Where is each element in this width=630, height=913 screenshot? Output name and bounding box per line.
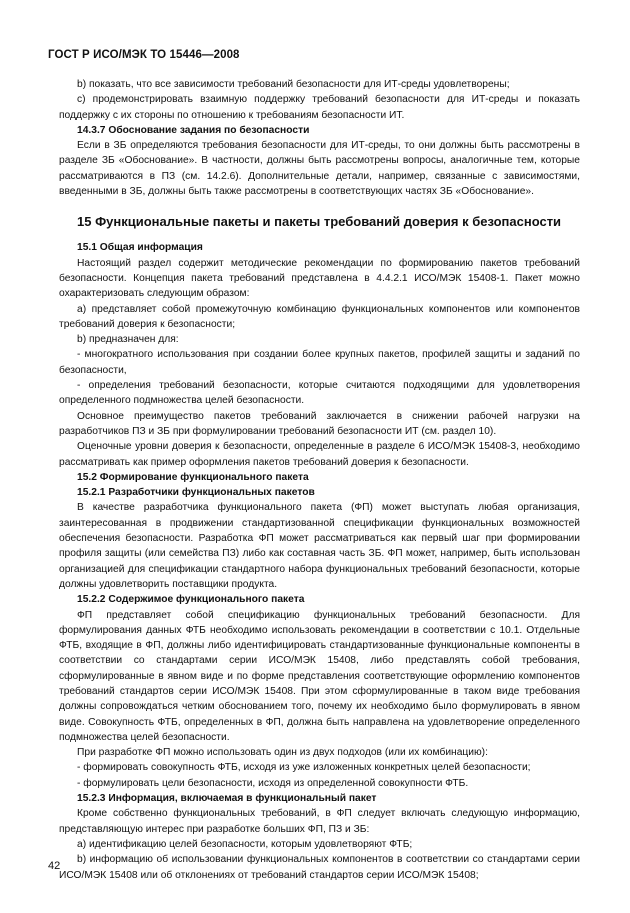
list-item: - многократного использования при создании более крупных пакетов, профилей защиты и заданий по безопасности, <box>59 349 580 376</box>
subsection-heading: 15.2.2 Содержимое функционального пакета <box>77 594 305 606</box>
page-body <box>59 77 580 883</box>
list-item: - определения требований безопасности, которые считаются подходящими для удовлетворения определенного подмножества целей безопасности. <box>59 380 580 407</box>
paragraph: Кроме собственно функциональных требований, в ФП следует включать следующую информацию, представляющую интерес при разработке больших ФП, ПЗ и ЗБ: <box>59 808 580 835</box>
subsection-heading: 15.2 Формирование функционального пакета <box>77 471 309 483</box>
list-item: - формулировать цели безопасности, исходя из определенной совокупности ФТБ. <box>77 777 469 789</box>
paragraph: Оценочные уровни доверия к безопасности, определенные в разделе 6 ИСО/МЭК 15408-3, необходимо рассматривать как пример оформления пакетов требований доверия к безопасности. <box>59 441 580 468</box>
list-item: b) предназначен для: <box>77 334 179 346</box>
list-item: a) идентификацию целей безопасности, которым удовлетворяют ФТБ; <box>77 838 413 850</box>
page-number: 42 <box>48 860 61 872</box>
paragraph: Если в ЗБ определяются требования безопасности для ИТ-среды, то они должны быть рассмотрены в разделе ЗБ «Обоснование». В частности, должны быть рассмотрены вопросы, аналогичные тем, которые рассматриваются в ПЗ (см. 14.2.6). Дополнительные детали, например, связанные с зависимостями, введенными в ЗБ, должны быть также рассмотрены в соответствующих частях ЗБ «Обоснование». <box>59 140 580 198</box>
paragraph: В качестве разработчика функционального пакета (ФП) может выступать любая организация, заинтересованная в продвижении стандартизованной спецификации функциональных возможностей обеспечения безопасности. Разработка ФП может рассматриваться как первый шаг при формировании профиля защиты (или семейства ПЗ) либо как составная часть ЗБ. ФП может, например, быть использован организацией для спецификации стандартного набора функциональных требований безопасности, которые должны удовлетворить поставщики продукта. <box>59 502 580 590</box>
paragraph: Основное преимущество пакетов требований заключается в снижении рабочей нагрузки на разработчиков ПЗ и ЗБ при формулировании требований безопасности ИТ (см. раздел 10). <box>59 410 580 437</box>
subsection-heading: 15.2.3 Информация, включаемая в функциональный пакет <box>77 793 377 805</box>
subsection-heading: 14.3.7 Обоснование задания по безопасности <box>77 124 310 136</box>
paragraph: Настоящий раздел содержит методические рекомендации по формированию пакетов требований безопасности. Концепция пакета требований представлена в 4.4.2.1 ИСО/МЭК 15408-1. Пакет можно охарактеризовать следующим образом: <box>59 257 580 300</box>
list-item: b) информацию об использовании функциональных компонентов в соответствии со стандартами серии ИСО/МЭК 15408 или об отклонениях от требований стандартов серии ИСО/МЭК 15408; <box>59 854 580 881</box>
list-item: - формировать совокупность ФТБ, исходя из уже изложенных конкретных целей безопасности; <box>77 762 531 774</box>
subsection-heading: 15.2.1 Разработчики функциональных пакетов <box>77 487 315 499</box>
list-item: b) показать, что все зависимости требований безопасности для ИТ-среды удовлетворены; <box>77 79 510 90</box>
paragraph: ФП представляет собой спецификацию функциональных требований безопасности. Для формулирования данных ФТБ необходимо использовать рекомендации в соответствии с 10.1. Отдельные ФТБ, входящие в ФП, должны либо идентифицировать стандартизованные функциональные компоненты в соответствии со стандартами серии ИСО/МЭК 15408, либо представлять собой требования, сформулированные в явном виде и по форме представления соответствующие оформлению компонентов требований стандартов серии ИСО/МЭК 15408. При этом сформулированные в таком виде требования должны сопровождаться четким обоснованием того, почему их необходимо было формулировать в явном виде. Совокупность ФТБ, определенных в ФП, должна быть направлена на удовлетворение определенного подмножества целей безопасности. <box>59 609 580 743</box>
list-item: a) представляет собой промежуточную комбинацию функциональных компонентов или компонентов требований доверия к безопасности; <box>59 303 580 330</box>
list-item: c) продемонстрировать взаимную поддержку требований безопасности для ИТ-среды и показать поддержку с их стороны по отношению к требованиям безопасности ИТ. <box>59 94 580 121</box>
running-header: ГОСТ Р ИСО/МЭК ТО 15446—2008 <box>48 49 240 61</box>
paragraph: При разработке ФП можно использовать один из двух подходов (или их комбинацию): <box>77 747 488 759</box>
section-heading: 15 Функциональные пакеты и пакеты требований доверия к безопасности <box>77 214 562 230</box>
subsection-heading: 15.1 Общая информация <box>77 242 203 254</box>
